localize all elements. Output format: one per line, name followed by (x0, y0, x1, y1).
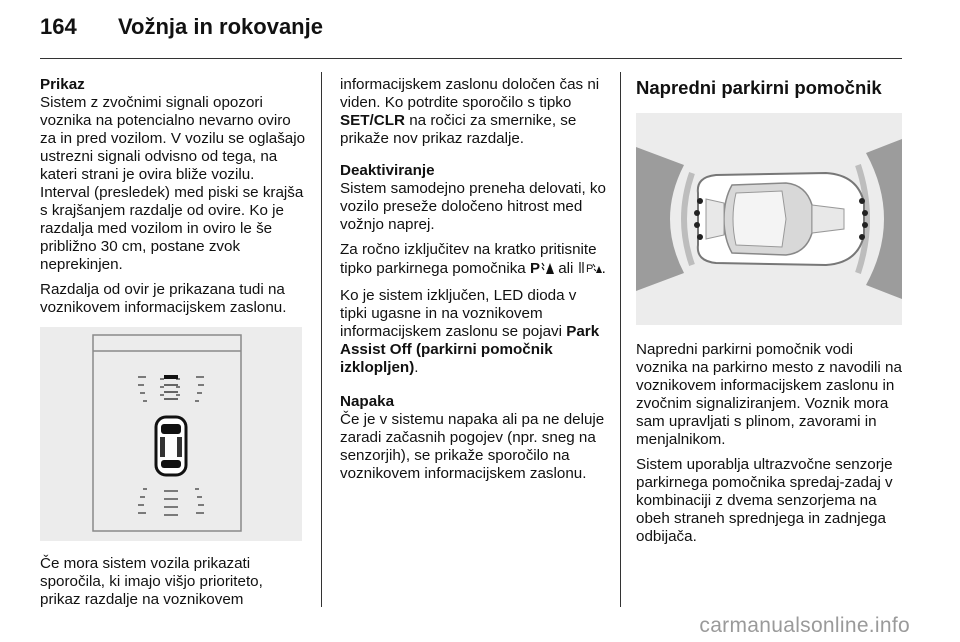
header-rule (40, 58, 902, 59)
heading-advanced-park-assist: Napredni parkirni pomočnik (636, 77, 882, 98)
text-set-clr-end: na ročici za smernike, se prikaže nov prikaz razdalje. (340, 112, 577, 147)
car-top-view-icon (698, 173, 864, 265)
column-divider-1 (321, 72, 322, 607)
paragraph-deaktiviranje (340, 162, 606, 234)
chapter-title: Vožnja in rokovanje (118, 14, 323, 39)
column-1 (40, 76, 306, 616)
paragraph-priority: Če mora sistem vozila prikazati sporočila, ki imajo višjo prioriteto, prikaz razdalje na voznikovem (40, 555, 263, 608)
message-park-assist-off: Park Assist Off (parkirni pomočnik izklopljen) (340, 323, 600, 376)
paragraph-advanced-sensors: Sistem uporablja ultrazvočne senzorje parkirnega pomočnika spredaj-zadaj v kombinaciji z dvema senzorjema na obeh straneh sprednjega in zadnjega odbijača. (636, 456, 893, 545)
paragraph-advanced-guide: Napredni parkirni pomočnik vodi voznika na parkirno mesto z navodili na voznikovem informacijskem zaslonu in zvočnim signaliziranjem. Voznik mora sam upravljati s plinom, zavorami in menjalnikom. (636, 341, 902, 448)
figure-car-sensors (636, 113, 902, 325)
figure-distance-display (40, 327, 302, 541)
park-assist-button-icon (530, 259, 554, 280)
car-icon (156, 417, 186, 475)
text-set-clr-start: informacijskem zaslonu določen čas ni viden. Ko potrdite sporočilo s tipko (340, 76, 600, 111)
page-header (40, 14, 323, 52)
park-assist-sensor-icon (578, 259, 602, 280)
paragraph-manual-off (340, 241, 606, 280)
paragraph-park-assist-off (340, 287, 606, 377)
paragraph-distance: Razdalja od ovir je prikazana tudi na voznikovem informacijskem zaslonu. (40, 281, 287, 316)
heading-napaka: Napaka (340, 393, 395, 410)
svg-text:P: P (585, 263, 593, 275)
text-deaktiviranje: Sistem samodejno preneha delovati, ko vozilo preseže določeno hitrost med vožnjo naprej. (340, 180, 606, 233)
heading-prikaz: Prikaz (40, 76, 85, 93)
text-prikaz: Sistem z zvočnimi signali opozori voznika na potencialno nevarno oviro za in pred vozilom. V vozilu se oglašajo ustrezni signali odvisno od tega, na kateri strani je ovira bliže vozilu. Interval (presledek) med piski se krajša s krajšanjem razdalje od ovire. Ko je razdalja med vozilom in oviro le še približno 30 cm, postane zvok neprekinjen. (40, 94, 306, 273)
column-divider-2 (620, 72, 621, 607)
paragraph-set-clr (340, 76, 606, 148)
paragraph-napaka (340, 393, 606, 483)
distance-display-illustration (40, 327, 302, 541)
text-manual-off: Za ročno izključitev na kratko pritisnite tipko parkirnega pomočnika (340, 241, 597, 277)
key-set-clr: SET/CLR (340, 112, 405, 129)
text-period: . (601, 260, 606, 277)
column-3 (636, 76, 904, 553)
text-park-assist-off-end: . (414, 359, 419, 376)
text-or: ali (553, 260, 578, 277)
text-park-assist-off-start: Ko je sistem izključen, LED dioda v tipki ugasne in na voznikovem informacijskem zaslonu se pojavi (340, 287, 577, 340)
svg-text:P: P (529, 260, 540, 275)
paragraph-prikaz (40, 76, 306, 274)
car-sensor-illustration (636, 113, 902, 325)
heading-deaktiviranje: Deaktiviranje (340, 162, 435, 179)
page-number: 164 (40, 14, 77, 39)
watermark: carmanualsonline.info (699, 614, 910, 637)
column-2 (340, 76, 606, 490)
text-napaka: Če je v sistemu napaka ali pa ne deluje zaradi začasnih pogojev (npr. sneg na senzorjih), se prikaže sporočilo na voznikovem informacijskem zaslonu. (340, 411, 605, 482)
